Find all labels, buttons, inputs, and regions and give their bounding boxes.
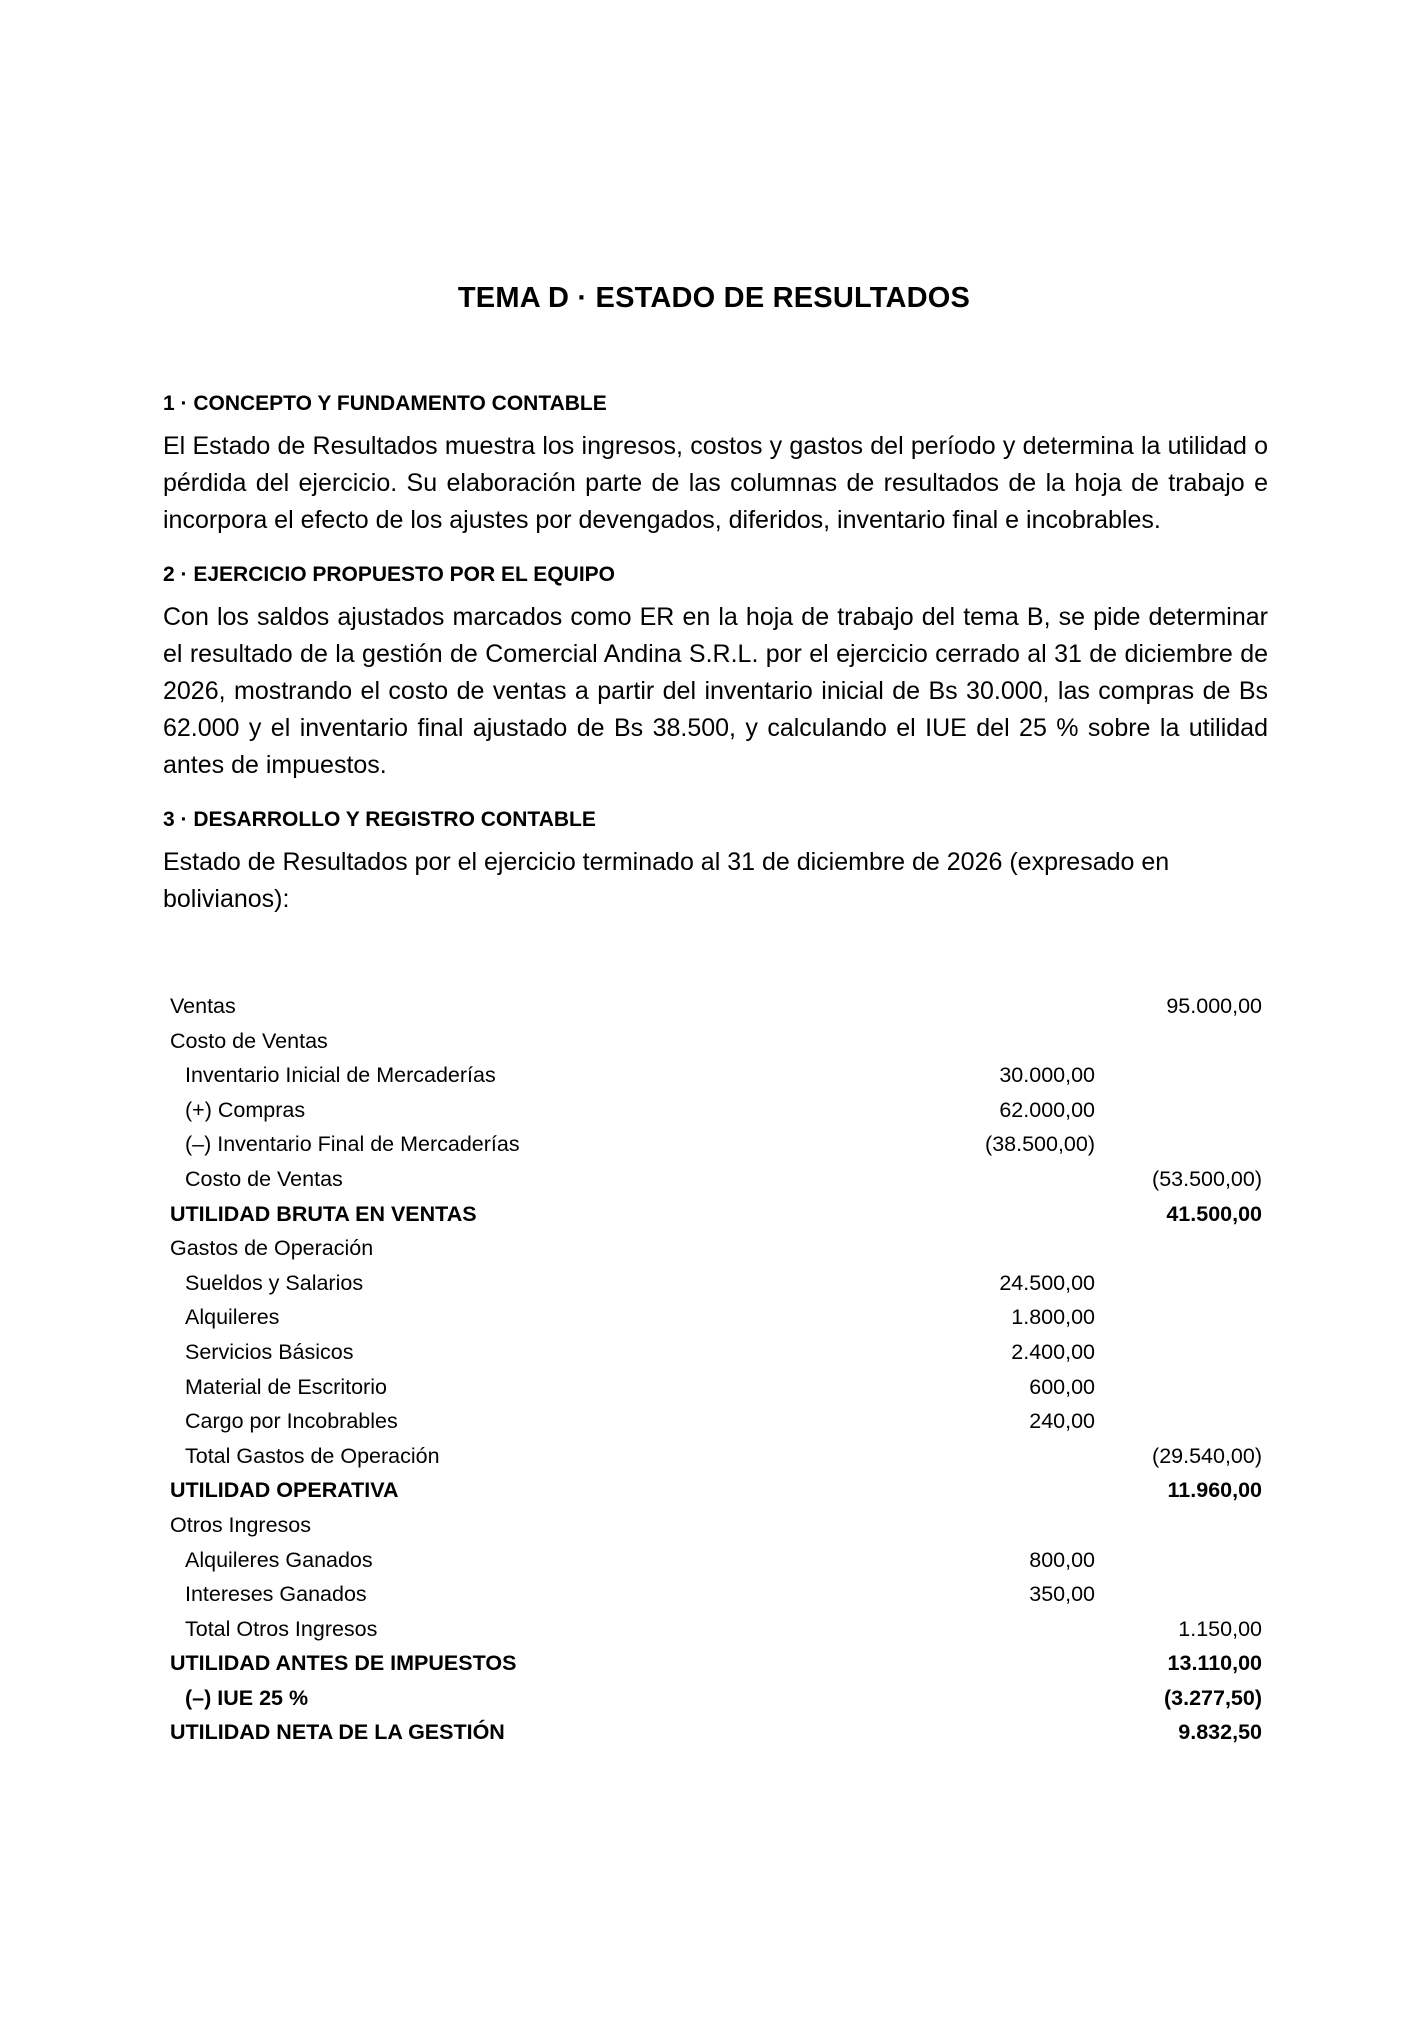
row-partial bbox=[865, 1197, 1095, 1232]
statement-row bbox=[170, 1300, 1262, 1335]
row-total: 13.110,00 bbox=[1167, 1651, 1262, 1676]
section3-heading: 3 · DESARROLLO Y REGISTRO CONTABLE bbox=[163, 808, 596, 831]
row-total bbox=[1095, 1024, 1262, 1059]
statement-row bbox=[170, 1162, 1262, 1197]
statement-row bbox=[170, 1404, 1262, 1439]
row-label: (–) IUE 25 % bbox=[185, 1685, 309, 1710]
row-total: 95.000,00 bbox=[1166, 994, 1262, 1018]
row-total bbox=[1095, 1058, 1262, 1093]
row-partial bbox=[865, 1612, 1095, 1647]
row-total bbox=[1095, 1093, 1262, 1128]
statement-row bbox=[170, 1543, 1262, 1578]
row-total bbox=[1095, 1266, 1262, 1301]
statement-row bbox=[170, 1093, 1262, 1128]
statement-row bbox=[170, 1439, 1262, 1474]
statement-row bbox=[170, 1266, 1262, 1301]
row-partial bbox=[865, 1715, 1095, 1750]
row-partial: 24.500,00 bbox=[999, 1270, 1095, 1295]
row-total: 9.832,50 bbox=[1178, 1720, 1262, 1745]
row-partial: 350,00 bbox=[1029, 1582, 1095, 1607]
row-total bbox=[1095, 1231, 1262, 1266]
row-partial: 800,00 bbox=[1029, 1547, 1095, 1572]
row-total bbox=[1095, 1508, 1262, 1543]
section3-intro: Estado de Resultados por el ejercicio terminado al 31 de diciembre de 2026 (expresado en bolivianos): bbox=[163, 848, 1170, 913]
row-partial: (38.500,00) bbox=[985, 1132, 1095, 1157]
row-total: 11.960,00 bbox=[1167, 1478, 1262, 1503]
row-label: (+) Compras bbox=[185, 1097, 306, 1122]
row-label: Alquileres bbox=[185, 1305, 280, 1330]
statement-row bbox=[170, 1058, 1262, 1093]
statement-row bbox=[170, 989, 1262, 1024]
row-label: Costo de Ventas bbox=[170, 1028, 328, 1053]
row-total: (53.500,00) bbox=[1152, 1166, 1262, 1191]
row-label: Otros Ingresos bbox=[170, 1512, 311, 1537]
row-partial bbox=[865, 1646, 1095, 1681]
row-partial: 1.800,00 bbox=[1011, 1305, 1095, 1330]
row-label: Servicios Básicos bbox=[185, 1339, 354, 1364]
row-total bbox=[1095, 1335, 1262, 1370]
page-title: TEMA D · ESTADO DE RESULTADOS bbox=[457, 282, 971, 314]
row-partial bbox=[865, 1439, 1095, 1474]
row-total: 41.500,00 bbox=[1166, 1201, 1262, 1226]
row-partial: 2.400,00 bbox=[1011, 1339, 1095, 1364]
row-total bbox=[1095, 1127, 1262, 1162]
statement-row bbox=[170, 1473, 1262, 1508]
row-total bbox=[1095, 1577, 1262, 1612]
row-label: Total Gastos de Operación bbox=[185, 1443, 440, 1468]
row-label: Costo de Ventas bbox=[185, 1166, 343, 1191]
statement-row bbox=[170, 1231, 1262, 1266]
statement-row bbox=[170, 1197, 1262, 1232]
row-total: (3.277,50) bbox=[1163, 1685, 1262, 1710]
statement-row bbox=[170, 1335, 1262, 1370]
row-label: Total Otros Ingresos bbox=[185, 1616, 378, 1641]
statement-row bbox=[170, 1612, 1262, 1647]
row-partial bbox=[865, 1024, 1095, 1059]
statement-row bbox=[170, 1024, 1262, 1059]
row-label: Gastos de Operación bbox=[170, 1236, 374, 1261]
statement-row bbox=[170, 1681, 1262, 1716]
row-total bbox=[1095, 1300, 1262, 1335]
row-label: Material de Escritorio bbox=[185, 1374, 387, 1399]
row-total bbox=[1095, 1543, 1262, 1578]
section2-heading: 2 · EJERCICIO PROPUESTO POR EL EQUIPO bbox=[163, 563, 615, 586]
income-statement-table bbox=[170, 989, 1262, 1750]
row-total bbox=[1095, 1404, 1262, 1439]
row-label: Alquileres Ganados bbox=[185, 1547, 373, 1572]
row-label: Intereses Ganados bbox=[185, 1582, 367, 1607]
section1-heading: 1 · CONCEPTO Y FUNDAMENTO CONTABLE bbox=[163, 392, 607, 415]
statement-row bbox=[170, 1646, 1262, 1681]
row-label: UTILIDAD OPERATIVA bbox=[170, 1478, 399, 1503]
statement-row bbox=[170, 1127, 1262, 1162]
row-partial bbox=[865, 1508, 1095, 1543]
statement-row bbox=[170, 1715, 1262, 1750]
row-total bbox=[1095, 1370, 1262, 1405]
section2-paragraph: Con los saldos ajustados marcados como ER en la hoja de trabajo del tema B, se pide determinar el resultado de la gestión de Comercial Andina S.R.L. por el ejercicio cerrado al 31 de diciembre de 2026, mostrando el costo de ventas a partir del inventario inicial de Bs 30.000, las compras de Bs 62.000 y el inventario final ajustado de Bs 38.500, y calculando el IUE del 25 % sobre la utilidad antes de impuestos. bbox=[163, 603, 1268, 779]
row-partial bbox=[865, 1473, 1095, 1508]
row-label: Sueldos y Salarios bbox=[185, 1270, 364, 1295]
row-partial: 30.000,00 bbox=[999, 1063, 1095, 1088]
row-label: Cargo por Incobrables bbox=[185, 1409, 398, 1434]
row-total: (29.540,00) bbox=[1152, 1443, 1262, 1468]
row-label: UTILIDAD ANTES DE IMPUESTOS bbox=[170, 1651, 517, 1676]
row-partial: 62.000,00 bbox=[999, 1097, 1095, 1122]
document-body bbox=[163, 392, 1268, 940]
row-label: Ventas bbox=[170, 994, 236, 1018]
statement-row bbox=[170, 1508, 1262, 1543]
statement-row bbox=[170, 1577, 1262, 1612]
section1-paragraph: El Estado de Resultados muestra los ingresos, costos y gastos del período y determina la utilidad o pérdida del ejercicio. Su elaboración parte de las columnas de resultados de la hoja de trabajo e incorpora el efecto de los ajustes por devengados, diferidos, inventario final e incobrables. bbox=[163, 432, 1268, 534]
row-partial bbox=[865, 1162, 1095, 1197]
row-partial: 600,00 bbox=[1029, 1374, 1095, 1399]
row-partial bbox=[865, 989, 1095, 1024]
row-total: 1.150,00 bbox=[1178, 1616, 1262, 1641]
row-label: Inventario Inicial de Mercaderías bbox=[185, 1063, 496, 1088]
row-partial: 240,00 bbox=[1029, 1409, 1095, 1434]
row-partial bbox=[865, 1681, 1095, 1716]
row-label: (–) Inventario Final de Mercaderías bbox=[185, 1132, 520, 1157]
statement-row bbox=[170, 1370, 1262, 1405]
row-partial bbox=[865, 1231, 1095, 1266]
row-label: UTILIDAD BRUTA EN VENTAS bbox=[170, 1201, 477, 1226]
row-label: UTILIDAD NETA DE LA GESTIÓN bbox=[170, 1720, 505, 1745]
